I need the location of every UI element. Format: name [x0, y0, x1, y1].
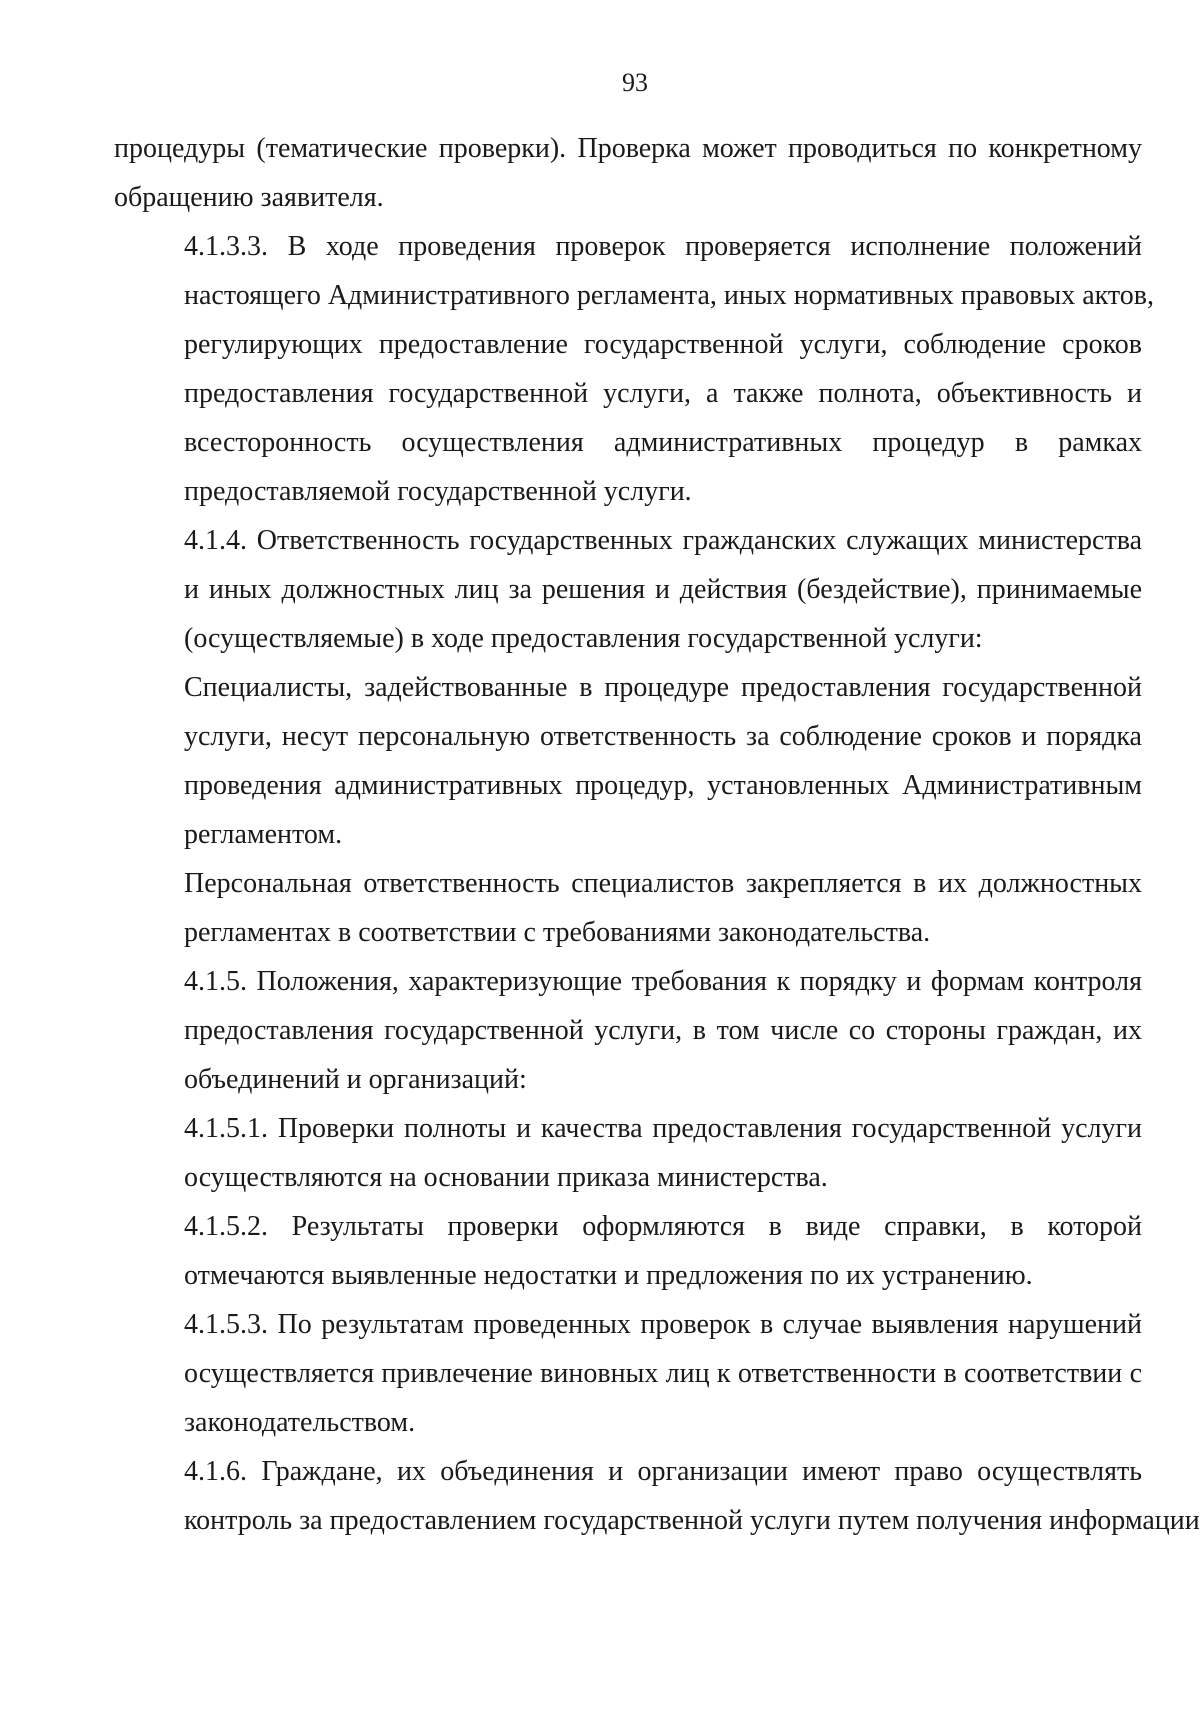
text-line: (осуществляемые) в ходе предоставления государственной услуги: [184, 623, 983, 654]
text-line: Специалисты, задействованные в процедуре предоставления государственной [184, 672, 1142, 703]
text-line: 4.1.3.3. В ходе проведения проверок проверяется исполнение положений [184, 231, 1142, 262]
text-line: регулирующих предоставление государственной услуги, соблюдение сроков [184, 329, 1142, 360]
text-line: и иных должностных лиц за решения и действия (бездействие), принимаемые [184, 574, 1142, 605]
text-line: всесторонность осуществления административных процедур в рамках [184, 427, 1142, 458]
text-line: 4.1.5.1. Проверки полноты и качества предоставления государственной услуги [184, 1113, 1142, 1144]
paragraph [114, 516, 1142, 663]
paragraph [114, 1447, 1200, 1545]
page-number: 93 [622, 68, 648, 97]
text-line: Персональная ответственность специалистов закрепляется в их должностных [184, 868, 1142, 899]
text-line: обращению заявителя. [114, 182, 384, 213]
text-line: предоставления государственной услуги, в том числе со стороны граждан, их [184, 1015, 1142, 1046]
text-line: процедуры (тематические проверки). Проверка может проводиться по конкретному [114, 133, 1142, 164]
paragraph [114, 1202, 1142, 1300]
text-line: осуществляются на основании приказа министерства. [184, 1162, 828, 1193]
text-line: 4.1.4. Ответственность государственных гражданских служащих министерства [184, 525, 1142, 556]
text-line: 4.1.6. Граждане, их объединения и организации имеют право осуществлять [184, 1456, 1142, 1487]
text-line: услуги, несут персональную ответственность за соблюдение сроков и порядка [184, 721, 1142, 752]
text-line: регламентом. [184, 819, 343, 850]
text-line: контроль за предоставлением государственной услуги путем получения информации [184, 1505, 1200, 1536]
paragraph [114, 1300, 1142, 1447]
text-line: 4.1.5.3. По результатам проведенных проверок в случае выявления нарушений [184, 1309, 1142, 1340]
text-line: настоящего Административного регламента, иных нормативных правовых актов, [184, 280, 1154, 311]
paragraph [114, 222, 1154, 516]
document-body [114, 124, 1200, 1545]
paragraph [114, 859, 1142, 957]
text-line: предоставления государственной услуги, а также полнота, объективность и [184, 378, 1142, 409]
text-line: законодательством. [184, 1407, 416, 1438]
text-line: 4.1.5. Положения, характеризующие требования к порядку и формам контроля [184, 966, 1142, 997]
text-line: регламентах в соответствии с требованиями законодательства. [184, 917, 931, 948]
paragraph [114, 663, 1142, 859]
paragraph [114, 124, 1142, 222]
text-line: осуществляется привлечение виновных лиц к ответственности в соответствии с [184, 1358, 1142, 1389]
paragraph [114, 1104, 1142, 1202]
text-line: 4.1.5.2. Результаты проверки оформляются в виде справки, в которой [184, 1211, 1142, 1242]
text-line: объединений и организаций: [184, 1064, 527, 1095]
text-line: предоставляемой государственной услуги. [184, 476, 692, 507]
paragraph [114, 957, 1142, 1104]
text-line: проведения административных процедур, установленных Административным [184, 770, 1142, 801]
text-line: отмечаются выявленные недостатки и предложения по их устранению. [184, 1260, 1033, 1291]
